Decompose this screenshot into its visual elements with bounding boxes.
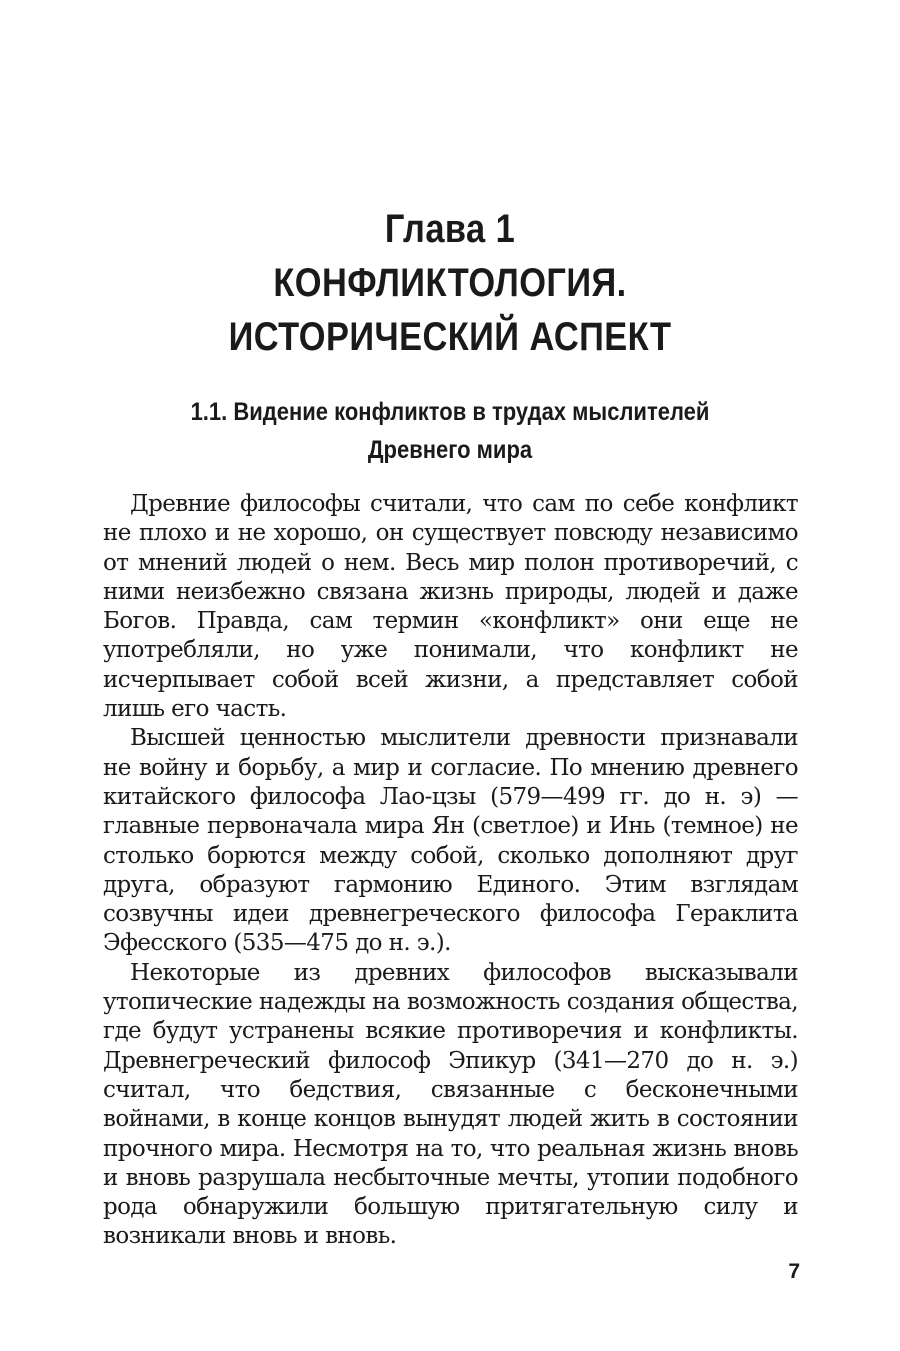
chapter-title-line-2: ИСТОРИЧЕСКИЙ АСПЕКТ [228,315,672,359]
page-number: 7 [788,1260,800,1283]
section-heading [54,393,846,469]
paragraph: Высшей ценностью мыслители древности признавали не войну и борьбу, а мир и согласие. По мнению древнего китайского философа Лао-цзы (579—499 гг. до н. э) — главные первоначала мира Ян (светлое) и Инь (темное) не столько борются между собой, сколько дополняют друг друга, образуют гармонию Единого. Этим взглядам созвучны идеи древнегреческого философа Гераклита Эфесского (535—475 до н. э.). [103,725,798,957]
paragraph: Некоторые из древних философов высказывали утопические надежды на возможность создания общества, где будут устранены всякие противоречия и конфликты. Древнегреческий философ Эпикур (341—270 до н. э.) считал, что бедствия, связанные с бесконечными войнами, в конце концов вынудят людей жить в состоянии прочного мира. Несмотря на то, что реальная жизнь вновь и вновь разрушала несбыточные мечты, утопии подобного рода обнаружили большую притягательную силу и возникали вновь и вновь. [103,959,798,1250]
body-text [103,490,798,1252]
chapter-number: Глава 1 [384,207,516,251]
paragraph: Древние философы считали, что сам по себе конфликт не плохо и не хорошо, он существует повсюду независимо от мнений людей о нем. Весь мир полон противоречий, с ними неизбежно связана жизнь природы, людей и даже Богов. Правда, сам термин «конфликт» они еще не употребляли, но уже понимали, что конфликт не исчерпывает собой всей жизни, а представляет собой лишь его часть. [103,491,798,723]
section-title-line-2: Древнего мира [367,436,533,464]
chapter-heading [63,202,837,364]
section-title-line-1: 1.1. Видение конфликтов в трудах мыслителей [190,398,710,426]
chapter-title-line-1: КОНФЛИКТОЛОГИЯ. [273,261,627,305]
